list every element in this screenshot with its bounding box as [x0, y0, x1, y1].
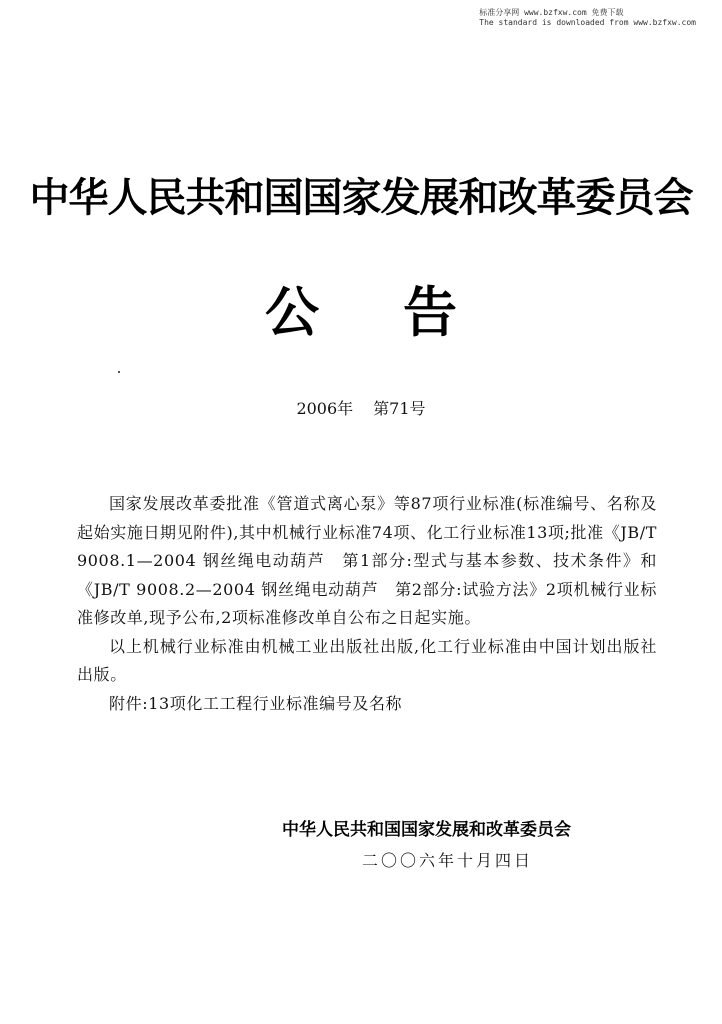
agency-title: 中华人民共和国国家发展和改革委员会 — [29, 175, 693, 221]
scan-speck — [118, 371, 120, 373]
issue-date: 二〇〇六年十月四日 — [362, 851, 534, 870]
signature: 中华人民共和国国家发展和改革委员会 — [282, 820, 571, 840]
watermark-line-2: The standard is downloaded from www.bzfxw.com — [479, 18, 696, 27]
notice-title-char-2: 告 — [403, 281, 457, 344]
notice-title-char-1: 公 — [265, 281, 319, 344]
notice-title — [0, 278, 722, 348]
body-paragraph-1: 国家发展改革委批准《管道式离心泵》等87项行业标准(标准编号、名称及起始实施日期见附件),其中机械行业标准74项、化工行业标准13项;批准《JB/T 9008.1—2004 钢丝绳电动葫芦 第1部分:型式与基本参数、技术条件》和《JB/T 9008.2—2004 钢丝绳电动葫芦 第2部分:试验方法》2项机械行业标准修改单,现予公布,2项标准修改单自公布之日起实施。 — [77, 494, 657, 627]
notice-body — [77, 490, 657, 718]
issue-number — [0, 398, 722, 420]
watermark-line-1: 标准分享网 www.bzfxw.com 免费下载 — [479, 8, 624, 17]
body-paragraph-3: 附件:13项化工工程行业标准编号及名称 — [109, 693, 403, 713]
watermark — [479, 8, 696, 28]
issue-serial: 第71号 — [373, 399, 426, 418]
issue-year: 2006年 — [296, 399, 354, 418]
body-paragraph-2: 以上机械行业标准由机械工业出版社出版,化工行业标准由中国计划出版社出版。 — [77, 636, 657, 684]
